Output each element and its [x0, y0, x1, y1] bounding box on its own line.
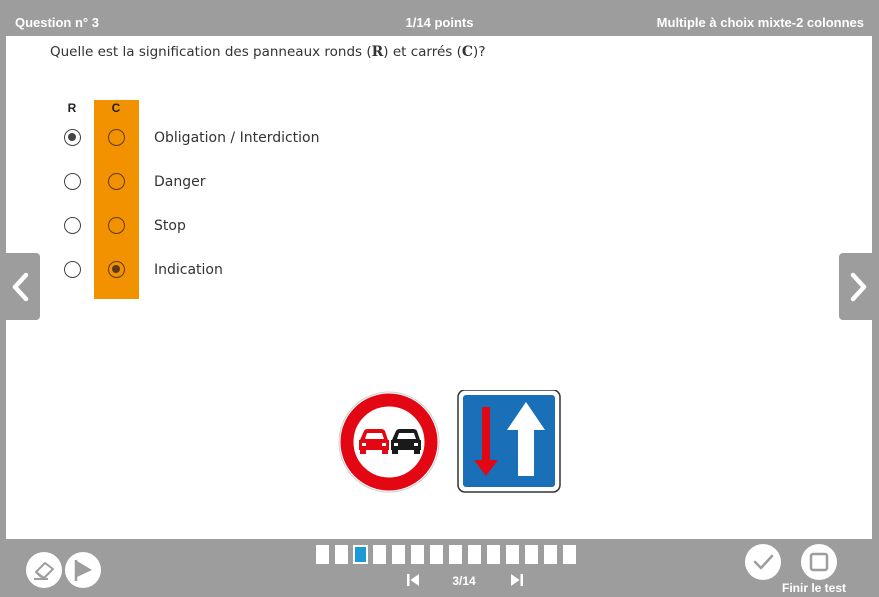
- pager-square-3[interactable]: [353, 545, 368, 564]
- c-letter: C: [461, 44, 474, 60]
- points-counter: 1/14 points: [405, 15, 474, 30]
- first-page-icon[interactable]: [406, 573, 420, 587]
- validate-button[interactable]: [745, 544, 781, 580]
- question-pager: [316, 545, 576, 564]
- question-panel: [6, 36, 872, 539]
- column-r-header: R: [67, 101, 77, 115]
- pager-square-12[interactable]: [525, 545, 538, 564]
- traffic-signs-image: [338, 390, 563, 496]
- pager-square-5[interactable]: [392, 545, 405, 564]
- priority-over-oncoming-traffic-sign: [458, 390, 560, 492]
- pager-square-1[interactable]: [316, 545, 329, 564]
- pager-square-11[interactable]: [506, 545, 519, 564]
- pager-square-10[interactable]: [487, 545, 500, 564]
- option-label: Indication: [154, 262, 223, 278]
- r-letter: R: [371, 44, 384, 60]
- pager-square-14[interactable]: [563, 545, 576, 564]
- page-counter: 3/14: [452, 574, 476, 588]
- pager-square-6[interactable]: [411, 545, 424, 564]
- checkmark-icon: [745, 544, 781, 580]
- radio-c-option-3[interactable]: [108, 217, 125, 234]
- column-c-header: C: [111, 101, 121, 115]
- radio-r-option-2[interactable]: [64, 173, 81, 190]
- option-label: Stop: [154, 218, 186, 234]
- question-number: Question n° 3: [15, 15, 99, 30]
- chevron-left-icon: [11, 272, 29, 302]
- radio-r-option-3[interactable]: [64, 217, 81, 234]
- no-overtaking-sign: [338, 391, 440, 493]
- pager-square-13[interactable]: [544, 545, 557, 564]
- next-question-button[interactable]: [839, 253, 879, 320]
- option-label: Danger: [154, 174, 206, 190]
- header-bar: [0, 0, 879, 36]
- previous-question-button[interactable]: [0, 253, 40, 320]
- finish-test-button[interactable]: [801, 544, 837, 580]
- radio-c-option-4[interactable]: [108, 261, 125, 278]
- pager-square-4[interactable]: [373, 545, 386, 564]
- question-text: Quelle est la signification des panneaux ronds (R) et carrés (C)?: [50, 44, 486, 60]
- radio-c-option-2[interactable]: [108, 173, 125, 190]
- footer-bar: [0, 539, 879, 597]
- pager-square-9[interactable]: [468, 545, 481, 564]
- option-label: Obligation / Interdiction: [154, 130, 320, 146]
- last-page-icon[interactable]: [510, 573, 524, 587]
- radio-r-option-1[interactable]: [64, 129, 81, 146]
- stop-square-icon: [801, 544, 837, 580]
- radio-r-option-4[interactable]: [64, 261, 81, 278]
- pager-square-8[interactable]: [449, 545, 462, 564]
- pager-square-2[interactable]: [335, 545, 348, 564]
- pager-square-7[interactable]: [430, 545, 443, 564]
- question-type: Multiple à choix mixte-2 colonnes: [656, 15, 864, 30]
- finish-test-label[interactable]: Finir le test: [782, 581, 847, 595]
- chevron-right-icon: [850, 272, 868, 302]
- radio-c-option-1[interactable]: [108, 129, 125, 146]
